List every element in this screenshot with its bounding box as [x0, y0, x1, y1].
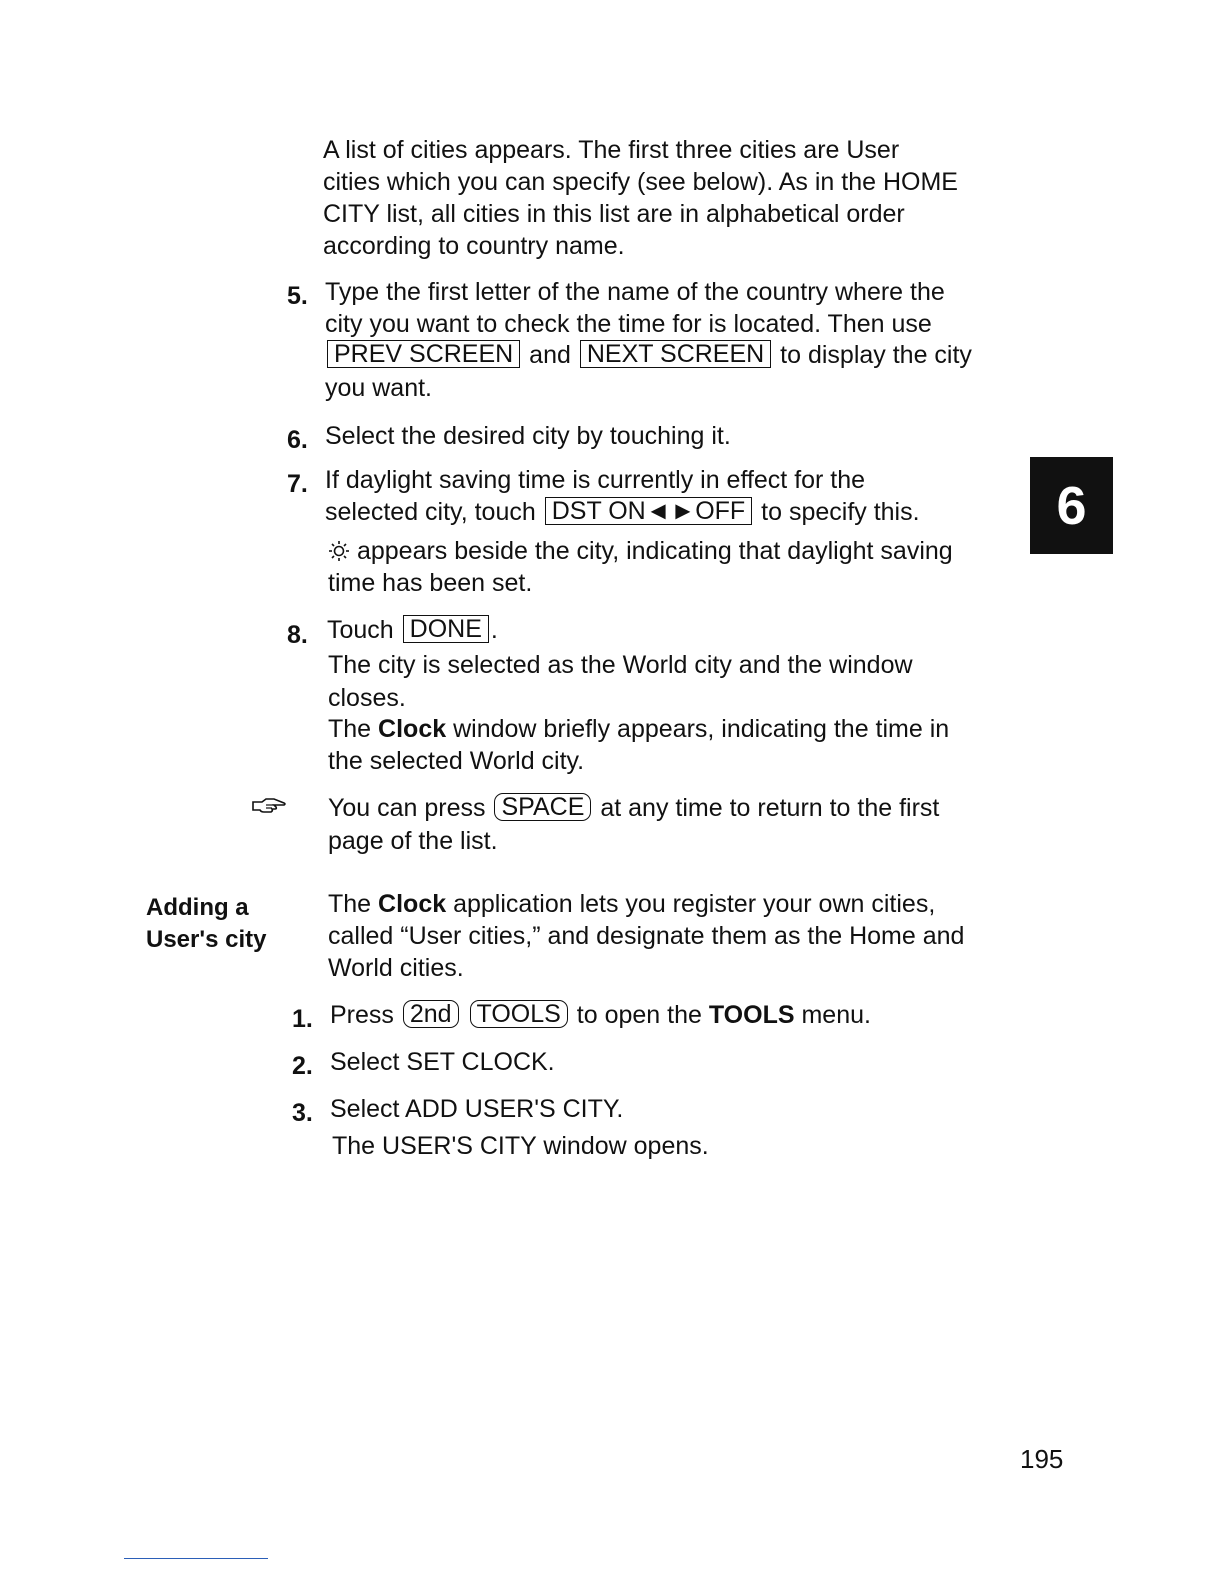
space-key: SPACE: [494, 793, 591, 821]
step-8-number: 8.: [287, 621, 308, 649]
s2-number: 2.: [292, 1052, 313, 1080]
step-8-result-1: The city is selected as the World city and the window: [328, 651, 913, 679]
dst-sun-icon: [328, 540, 350, 562]
step-8-pre: Touch: [327, 616, 394, 644]
s1-post: menu.: [801, 1001, 871, 1029]
tip-pre: You can press: [328, 794, 486, 822]
footer-rule: [124, 1558, 268, 1559]
section-para-pre: The: [328, 890, 372, 918]
next-screen-key: NEXT SCREEN: [580, 340, 771, 368]
tools-key: TOOLS: [470, 1000, 568, 1028]
intro-line-2: cities which you can specify (see below). As in the HOME: [323, 168, 958, 196]
tip-line-2: page of the list.: [328, 827, 498, 855]
s1-line: [330, 999, 871, 1031]
tip-post: at any time to return to the first: [600, 794, 940, 822]
s1-pre: Press: [330, 1001, 394, 1029]
step-7-note-line-1: [328, 535, 953, 567]
section-heading-line-2: User's city: [146, 926, 267, 953]
dst-on-off-key: DST ON◄►OFF: [545, 497, 752, 525]
step-7-note-text: appears beside the city, indicating that daylight saving: [356, 537, 953, 565]
step-5-line-4: you want.: [325, 374, 433, 402]
2nd-key: 2nd: [403, 1000, 459, 1028]
step-8-result-4: the selected World city.: [328, 747, 585, 775]
intro-line-4: according to country name.: [323, 232, 625, 260]
step-8-result-2: closes.: [328, 684, 406, 712]
prev-screen-key: PREV SCREEN: [327, 340, 520, 368]
s1-mid: to open the: [576, 1001, 702, 1029]
step-8-line-1: [327, 614, 498, 646]
step-7-note-line-2: time has been set.: [328, 569, 533, 597]
s2-line: Select SET CLOCK.: [330, 1048, 555, 1076]
step-8-result-3-pre: The: [328, 715, 372, 743]
step-7-number: 7.: [287, 470, 308, 498]
s3-number: 3.: [292, 1099, 313, 1127]
step-5-line-1: Type the first letter of the name of the country where the: [325, 278, 945, 306]
intro-line-1: A list of cities appears. The first three cities are User: [323, 136, 900, 164]
step-5-and: and: [529, 341, 571, 369]
clock-app-name: Clock: [378, 715, 447, 743]
step-7-line-2-post: to specify this.: [761, 498, 920, 526]
section-clock-name: Clock: [378, 890, 447, 918]
step-6-line-1: Select the desired city by touching it.: [325, 422, 731, 450]
step-6-number: 6.: [287, 426, 308, 454]
tip-line-1: [328, 792, 939, 824]
step-7-line-2: [325, 496, 920, 528]
done-key: DONE: [403, 615, 489, 643]
step-5-line-3-tail: to display the city: [780, 341, 972, 369]
step-5-number: 5.: [287, 282, 308, 310]
step-7-line-2-pre: selected city, touch: [325, 498, 536, 526]
s1-number: 1.: [292, 1005, 313, 1033]
step-8-result-3: [328, 713, 949, 745]
step-5-line-3: [325, 339, 972, 371]
section-para-line-1: [328, 888, 935, 920]
pointing-hand-icon: [252, 796, 286, 814]
tools-menu-name: TOOLS: [708, 1001, 795, 1029]
step-8-result-3-post: window briefly appears, indicating the time in: [453, 715, 950, 743]
section-heading-line-1: Adding a: [146, 894, 249, 921]
page-number: 195: [1020, 1444, 1064, 1474]
s3-line: Select ADD USER'S CITY.: [330, 1095, 624, 1123]
step-5-line-2: city you want to check the time for is located. Then use: [325, 310, 932, 338]
section-para-line-2: called “User cities,” and designate them as the Home and: [328, 922, 965, 950]
section-para-line-3: World cities.: [328, 954, 464, 982]
section-para-post: application lets you register your own cities,: [453, 890, 936, 918]
s3-result: The USER'S CITY window opens.: [332, 1132, 709, 1160]
step-8-period: .: [490, 616, 498, 644]
chapter-tab: 6: [1030, 457, 1113, 554]
step-7-line-1: If daylight saving time is currently in effect for the: [325, 466, 866, 494]
intro-line-3: CITY list, all cities in this list are in alphabetical order: [323, 200, 905, 228]
